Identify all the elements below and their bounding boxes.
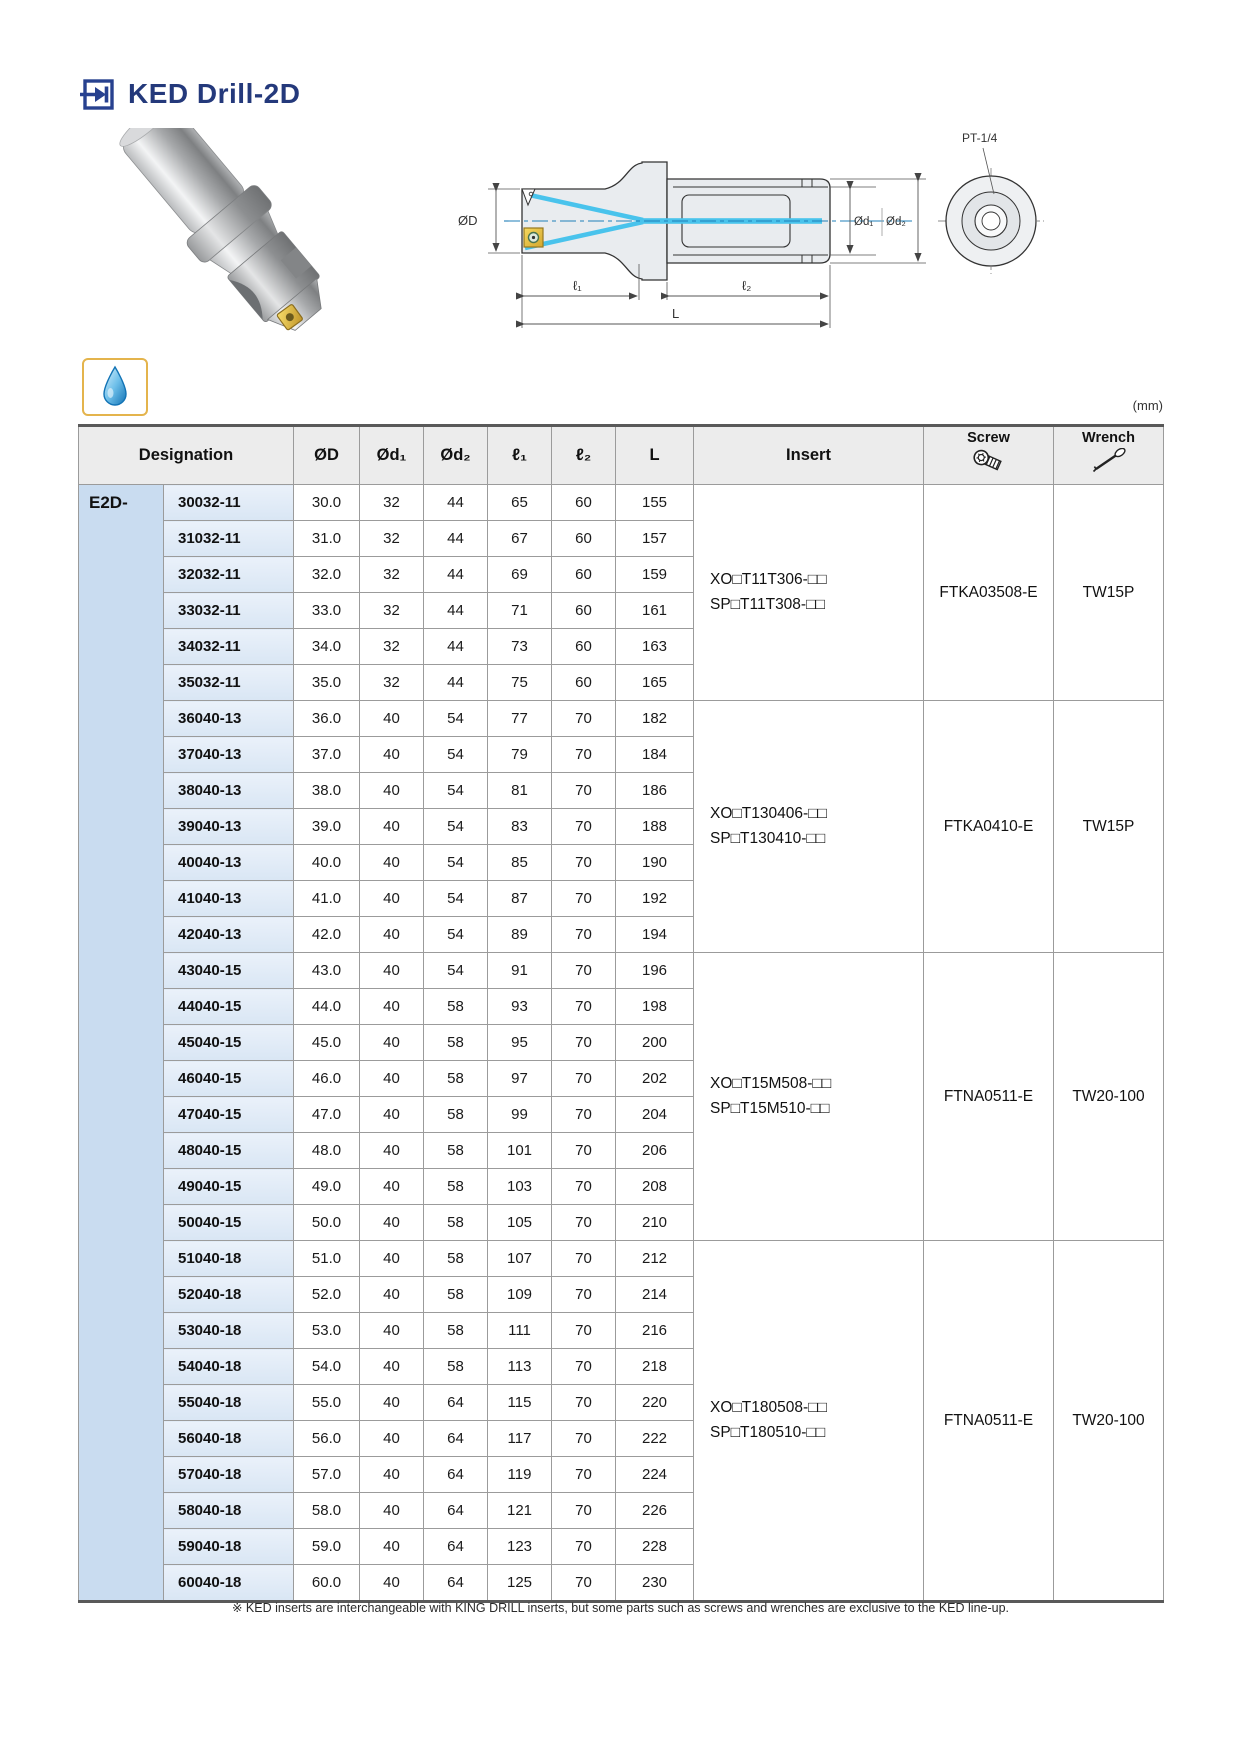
value-od1-cell: 32 [360, 629, 424, 665]
value-od-cell: 34.0 [294, 629, 360, 665]
designation-cell: 55040-18 [164, 1385, 294, 1421]
drill-product-photo [90, 128, 400, 348]
dim-od2-label: Ød₂ [886, 216, 906, 228]
designation-cell: 37040-13 [164, 737, 294, 773]
value-od2-cell: 54 [424, 701, 488, 737]
value-od1-cell: 40 [360, 1133, 424, 1169]
table-row [79, 701, 1164, 737]
designation-cell: 47040-15 [164, 1097, 294, 1133]
value-od1-cell: 40 [360, 1169, 424, 1205]
value-l2-cell: 70 [552, 1493, 616, 1529]
value-l2-cell: 70 [552, 809, 616, 845]
designation-cell: 53040-18 [164, 1313, 294, 1349]
insert-designation-line: XO□T11T306-□□ [710, 571, 827, 589]
col-header-overall-length: L [616, 426, 694, 485]
value-od-cell: 51.0 [294, 1241, 360, 1277]
designation-cell: 41040-13 [164, 881, 294, 917]
value-od-cell: 52.0 [294, 1277, 360, 1313]
value-overall-length-cell: 165 [616, 665, 694, 701]
designation-cell: 54040-18 [164, 1349, 294, 1385]
value-od2-cell: 58 [424, 1025, 488, 1061]
value-l2-cell: 70 [552, 1061, 616, 1097]
col-header-od2: Ød₂ [424, 426, 488, 485]
value-l1-cell: 109 [488, 1277, 552, 1313]
designation-cell: 43040-15 [164, 953, 294, 989]
value-od1-cell: 40 [360, 1313, 424, 1349]
insert-cell [694, 701, 924, 953]
designation-cell: 44040-15 [164, 989, 294, 1025]
value-od-cell: 49.0 [294, 1169, 360, 1205]
screw-cell: FTKA0410-E [924, 701, 1054, 953]
value-od-cell: 60.0 [294, 1565, 360, 1602]
spec-table-wrap [78, 424, 1163, 1603]
value-overall-length-cell: 224 [616, 1457, 694, 1493]
value-l1-cell: 115 [488, 1385, 552, 1421]
value-l2-cell: 70 [552, 1277, 616, 1313]
table-row [79, 485, 1164, 521]
col-header-designation: Designation [79, 426, 294, 485]
value-od1-cell: 40 [360, 1565, 424, 1602]
wrench-icon [1091, 448, 1127, 474]
value-l2-cell: 60 [552, 665, 616, 701]
value-od1-cell: 32 [360, 665, 424, 701]
value-od2-cell: 64 [424, 1529, 488, 1565]
value-od-cell: 46.0 [294, 1061, 360, 1097]
value-od2-cell: 44 [424, 521, 488, 557]
value-l1-cell: 67 [488, 521, 552, 557]
designation-cell: 38040-13 [164, 773, 294, 809]
value-overall-length-cell: 190 [616, 845, 694, 881]
value-od-cell: 40.0 [294, 845, 360, 881]
value-l1-cell: 95 [488, 1025, 552, 1061]
value-overall-length-cell: 206 [616, 1133, 694, 1169]
insert-designation-line: XO□T15M508-□□ [710, 1075, 832, 1093]
value-l2-cell: 70 [552, 881, 616, 917]
value-l1-cell: 71 [488, 593, 552, 629]
designation-cell: 51040-18 [164, 1241, 294, 1277]
insert-designation-line: SP□T180510-□□ [710, 1423, 826, 1441]
value-overall-length-cell: 186 [616, 773, 694, 809]
value-l2-cell: 60 [552, 557, 616, 593]
value-od-cell: 36.0 [294, 701, 360, 737]
value-od1-cell: 40 [360, 1205, 424, 1241]
insert-designation-line: SP□T130410-□□ [710, 829, 826, 847]
value-od1-cell: 32 [360, 557, 424, 593]
value-od2-cell: 58 [424, 1277, 488, 1313]
value-l1-cell: 91 [488, 953, 552, 989]
value-l1-cell: 85 [488, 845, 552, 881]
value-od1-cell: 40 [360, 1025, 424, 1061]
value-l2-cell: 70 [552, 845, 616, 881]
value-l2-cell: 70 [552, 1241, 616, 1277]
value-l2-cell: 70 [552, 1421, 616, 1457]
value-l1-cell: 69 [488, 557, 552, 593]
value-od1-cell: 40 [360, 845, 424, 881]
value-overall-length-cell: 204 [616, 1097, 694, 1133]
value-od2-cell: 58 [424, 1169, 488, 1205]
designation-cell: 40040-13 [164, 845, 294, 881]
value-l1-cell: 103 [488, 1169, 552, 1205]
value-od-cell: 57.0 [294, 1457, 360, 1493]
value-od-cell: 47.0 [294, 1097, 360, 1133]
insert-designation-line: SP□T11T308-□□ [710, 595, 825, 613]
value-od-cell: 41.0 [294, 881, 360, 917]
value-od2-cell: 54 [424, 953, 488, 989]
value-od-cell: 59.0 [294, 1529, 360, 1565]
value-overall-length-cell: 222 [616, 1421, 694, 1457]
value-l1-cell: 111 [488, 1313, 552, 1349]
designation-cell: 33032-11 [164, 593, 294, 629]
dim-od1-label: Ød₁ [854, 216, 874, 228]
value-l1-cell: 107 [488, 1241, 552, 1277]
value-overall-length-cell: 208 [616, 1169, 694, 1205]
col-header-l1: ℓ₁ [488, 426, 552, 485]
insert-designation-line: XO□T180508-□□ [710, 1399, 827, 1417]
value-od2-cell: 44 [424, 485, 488, 521]
value-l1-cell: 73 [488, 629, 552, 665]
value-od-cell: 30.0 [294, 485, 360, 521]
value-od-cell: 38.0 [294, 773, 360, 809]
value-l2-cell: 70 [552, 1385, 616, 1421]
value-od1-cell: 32 [360, 593, 424, 629]
value-l1-cell: 79 [488, 737, 552, 773]
designation-cell: 31032-11 [164, 521, 294, 557]
dim-od-label: ØD [458, 213, 478, 228]
value-od-cell: 54.0 [294, 1349, 360, 1385]
value-od1-cell: 40 [360, 1385, 424, 1421]
value-od2-cell: 54 [424, 881, 488, 917]
insert-designation-line: SP□T15M510-□□ [710, 1099, 830, 1117]
designation-cell: 39040-13 [164, 809, 294, 845]
screw-cell: FTKA03508-E [924, 485, 1054, 701]
designation-cell: 48040-15 [164, 1133, 294, 1169]
value-od2-cell: 54 [424, 737, 488, 773]
value-od-cell: 56.0 [294, 1421, 360, 1457]
value-l2-cell: 60 [552, 521, 616, 557]
dim-l1-label: ℓ₁ [573, 278, 582, 293]
value-od-cell: 45.0 [294, 1025, 360, 1061]
value-od-cell: 32.0 [294, 557, 360, 593]
col-header-wrench: Wrench [1054, 426, 1164, 485]
value-od1-cell: 40 [360, 1457, 424, 1493]
value-overall-length-cell: 159 [616, 557, 694, 593]
value-overall-length-cell: 228 [616, 1529, 694, 1565]
value-od1-cell: 40 [360, 1493, 424, 1529]
value-od1-cell: 40 [360, 701, 424, 737]
value-od-cell: 48.0 [294, 1133, 360, 1169]
value-l1-cell: 101 [488, 1133, 552, 1169]
value-od2-cell: 44 [424, 593, 488, 629]
value-od2-cell: 58 [424, 1097, 488, 1133]
value-overall-length-cell: 210 [616, 1205, 694, 1241]
value-l2-cell: 70 [552, 1097, 616, 1133]
insert-cell [694, 1241, 924, 1602]
value-od-cell: 50.0 [294, 1205, 360, 1241]
value-od2-cell: 58 [424, 1061, 488, 1097]
designation-cell: 34032-11 [164, 629, 294, 665]
value-overall-length-cell: 196 [616, 953, 694, 989]
col-header-screw: Screw [924, 426, 1054, 485]
drill-technical-drawing [430, 124, 1090, 339]
value-od-cell: 37.0 [294, 737, 360, 773]
value-l1-cell: 93 [488, 989, 552, 1025]
value-od1-cell: 40 [360, 1421, 424, 1457]
value-od2-cell: 44 [424, 665, 488, 701]
value-l1-cell: 89 [488, 917, 552, 953]
value-overall-length-cell: 161 [616, 593, 694, 629]
value-od1-cell: 40 [360, 917, 424, 953]
value-od-cell: 39.0 [294, 809, 360, 845]
value-l2-cell: 70 [552, 953, 616, 989]
designation-cell: 56040-18 [164, 1421, 294, 1457]
designation-cell: 57040-18 [164, 1457, 294, 1493]
value-l1-cell: 83 [488, 809, 552, 845]
value-l1-cell: 65 [488, 485, 552, 521]
value-od-cell: 31.0 [294, 521, 360, 557]
insert-cell [694, 953, 924, 1241]
value-od2-cell: 44 [424, 629, 488, 665]
value-od1-cell: 32 [360, 521, 424, 557]
value-od-cell: 33.0 [294, 593, 360, 629]
value-l1-cell: 125 [488, 1565, 552, 1602]
value-overall-length-cell: 218 [616, 1349, 694, 1385]
value-od2-cell: 58 [424, 989, 488, 1025]
value-od2-cell: 58 [424, 1313, 488, 1349]
thread-size-label: PT-1/4 [962, 131, 998, 145]
value-l1-cell: 113 [488, 1349, 552, 1385]
value-overall-length-cell: 214 [616, 1277, 694, 1313]
page-header [80, 76, 300, 112]
value-od1-cell: 40 [360, 1241, 424, 1277]
value-od1-cell: 40 [360, 881, 424, 917]
value-od2-cell: 54 [424, 773, 488, 809]
series-prefix-cell: E2D- [79, 485, 164, 1602]
value-l2-cell: 70 [552, 701, 616, 737]
unit-label: (mm) [1132, 398, 1163, 413]
value-od-cell: 53.0 [294, 1313, 360, 1349]
value-l2-cell: 70 [552, 1133, 616, 1169]
value-od1-cell: 40 [360, 1529, 424, 1565]
value-od-cell: 58.0 [294, 1493, 360, 1529]
value-l2-cell: 70 [552, 773, 616, 809]
value-od1-cell: 40 [360, 773, 424, 809]
designation-cell: 35032-11 [164, 665, 294, 701]
value-od2-cell: 54 [424, 917, 488, 953]
value-overall-length-cell: 155 [616, 485, 694, 521]
screw-cell: FTNA0511-E [924, 953, 1054, 1241]
value-od1-cell: 32 [360, 485, 424, 521]
value-l2-cell: 70 [552, 1457, 616, 1493]
value-od1-cell: 40 [360, 737, 424, 773]
value-overall-length-cell: 216 [616, 1313, 694, 1349]
designation-cell: 58040-18 [164, 1493, 294, 1529]
value-od1-cell: 40 [360, 1097, 424, 1133]
screw-cell: FTNA0511-E [924, 1241, 1054, 1602]
value-od1-cell: 40 [360, 1061, 424, 1097]
value-l2-cell: 70 [552, 1025, 616, 1061]
table-row [79, 1241, 1164, 1277]
value-od1-cell: 40 [360, 1349, 424, 1385]
designation-cell: 36040-13 [164, 701, 294, 737]
value-l1-cell: 97 [488, 1061, 552, 1097]
value-od-cell: 55.0 [294, 1385, 360, 1421]
value-l2-cell: 70 [552, 1169, 616, 1205]
designation-cell: 59040-18 [164, 1529, 294, 1565]
value-od2-cell: 58 [424, 1349, 488, 1385]
designation-cell: 46040-15 [164, 1061, 294, 1097]
col-header-l2: ℓ₂ [552, 426, 616, 485]
insert-cell [694, 485, 924, 701]
designation-cell: 49040-15 [164, 1169, 294, 1205]
value-overall-length-cell: 212 [616, 1241, 694, 1277]
page-title: KED Drill-2D [128, 78, 301, 109]
value-l2-cell: 70 [552, 1313, 616, 1349]
value-l2-cell: 70 [552, 1205, 616, 1241]
value-l2-cell: 60 [552, 629, 616, 665]
value-overall-length-cell: 202 [616, 1061, 694, 1097]
value-l2-cell: 70 [552, 1529, 616, 1565]
value-overall-length-cell: 188 [616, 809, 694, 845]
value-l2-cell: 70 [552, 917, 616, 953]
value-l2-cell: 70 [552, 737, 616, 773]
value-od1-cell: 40 [360, 1277, 424, 1313]
designation-cell: 52040-18 [164, 1277, 294, 1313]
dim-overall-length-label: L [672, 306, 680, 321]
value-l1-cell: 81 [488, 773, 552, 809]
value-l1-cell: 119 [488, 1457, 552, 1493]
value-od1-cell: 40 [360, 953, 424, 989]
value-l2-cell: 70 [552, 1349, 616, 1385]
wrench-cell: TW20-100 [1054, 953, 1164, 1241]
value-od-cell: 43.0 [294, 953, 360, 989]
designation-cell: 50040-15 [164, 1205, 294, 1241]
value-od2-cell: 64 [424, 1457, 488, 1493]
designation-cell: 60040-18 [164, 1565, 294, 1602]
value-od2-cell: 64 [424, 1565, 488, 1602]
value-l1-cell: 75 [488, 665, 552, 701]
value-overall-length-cell: 226 [616, 1493, 694, 1529]
designation-cell: 32032-11 [164, 557, 294, 593]
value-od2-cell: 58 [424, 1205, 488, 1241]
table-row [79, 953, 1164, 989]
value-overall-length-cell: 198 [616, 989, 694, 1025]
insert-designation-line: XO□T130406-□□ [710, 805, 827, 823]
value-od1-cell: 40 [360, 809, 424, 845]
col-header-od1: Ød₁ [360, 426, 424, 485]
value-l2-cell: 70 [552, 1565, 616, 1602]
designation-cell: 45040-15 [164, 1025, 294, 1061]
value-overall-length-cell: 194 [616, 917, 694, 953]
header-row [79, 426, 1164, 485]
value-overall-length-cell: 200 [616, 1025, 694, 1061]
value-od2-cell: 64 [424, 1493, 488, 1529]
screw-icon [972, 448, 1006, 474]
value-overall-length-cell: 163 [616, 629, 694, 665]
value-l2-cell: 70 [552, 989, 616, 1025]
value-od2-cell: 44 [424, 557, 488, 593]
value-overall-length-cell: 192 [616, 881, 694, 917]
col-header-od: ØD [294, 426, 360, 485]
wrench-cell: TW15P [1054, 701, 1164, 953]
spec-table [78, 424, 1164, 1603]
value-l1-cell: 121 [488, 1493, 552, 1529]
value-overall-length-cell: 230 [616, 1565, 694, 1602]
value-overall-length-cell: 157 [616, 521, 694, 557]
designation-cell: 42040-13 [164, 917, 294, 953]
value-od2-cell: 64 [424, 1421, 488, 1457]
value-overall-length-cell: 220 [616, 1385, 694, 1421]
value-l1-cell: 87 [488, 881, 552, 917]
value-overall-length-cell: 184 [616, 737, 694, 773]
value-od2-cell: 64 [424, 1385, 488, 1421]
drill-end-view [938, 131, 1044, 274]
value-od2-cell: 54 [424, 845, 488, 881]
value-l2-cell: 60 [552, 485, 616, 521]
value-od1-cell: 40 [360, 989, 424, 1025]
wrench-cell: TW20-100 [1054, 1241, 1164, 1602]
dim-l2-label: ℓ₂ [742, 278, 752, 293]
wrench-cell: TW15P [1054, 485, 1164, 701]
footnote: ※ KED inserts are interchangeable with KING DRILL inserts, but some parts such as screws and wrenches are exclusive to the KED line-up. [231, 1601, 1010, 1615]
value-l2-cell: 60 [552, 593, 616, 629]
arrow-box-icon [80, 76, 116, 112]
value-od2-cell: 58 [424, 1241, 488, 1277]
value-l1-cell: 105 [488, 1205, 552, 1241]
value-od2-cell: 58 [424, 1133, 488, 1169]
designation-cell: 30032-11 [164, 485, 294, 521]
value-od-cell: 35.0 [294, 665, 360, 701]
value-l1-cell: 77 [488, 701, 552, 737]
value-overall-length-cell: 182 [616, 701, 694, 737]
col-header-insert: Insert [694, 426, 924, 485]
value-l1-cell: 99 [488, 1097, 552, 1133]
value-l1-cell: 117 [488, 1421, 552, 1457]
value-od-cell: 44.0 [294, 989, 360, 1025]
value-od2-cell: 54 [424, 809, 488, 845]
value-od-cell: 42.0 [294, 917, 360, 953]
value-l1-cell: 123 [488, 1529, 552, 1565]
